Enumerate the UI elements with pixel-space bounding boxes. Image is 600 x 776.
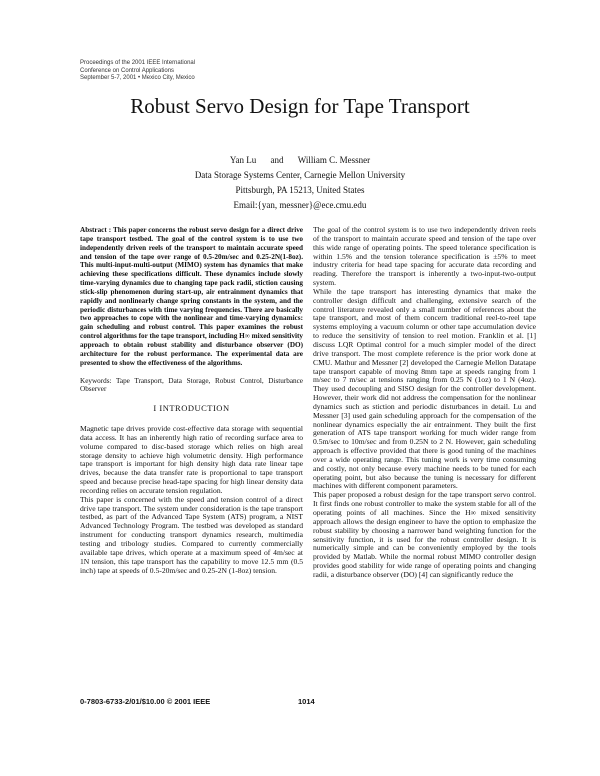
body-paragraph-3: This paper proposed a robust design for the tape transport servo control. It first finds one robust controller to make the system stable for all of the operating points of all machines. Since the H∞ mixed sensitivity approach allows the design engineer to have the option to emphasize the robust stability by choosing a narrower band weighting function for the sensitivity function, it is used for the robust controller design. It is numerically simple and can be conveniently employed by the tools provided by Matlab. While the normal robust MIMO controller design provides good stability for wide range of operating points and changing radii, a disturbance observer (DO) [4] can significantly reduce the bbox=[313, 490, 536, 579]
intro-paragraph-1: Magnetic tape drives provide cost-effective data storage with sequential data access. It has an inherently high ratio of recording surface area to volume compared to disc-based storage which relies on high areal storage density to achieve high volumetric density. High performance tape transport is important for high density high data rate linear tape drives, because the data transfer rate is proportional to tape transport speed and because precise head-tape spacing for high linear density data recording relies on accurate tension regulation. bbox=[80, 424, 303, 495]
paper-title: Robust Servo Design for Tape Transport bbox=[130, 94, 470, 118]
proceedings-line-2: Conference on Control Applications bbox=[80, 67, 175, 74]
affiliation-city: Pittsburgh, PA 15213, United States bbox=[235, 185, 365, 195]
proceedings-line-1: Proceedings of the 2001 IEEE International bbox=[80, 60, 196, 66]
abstract: Abstract : This paper concerns the robust servo design for a direct drive tape transport testbed. The goal of the control system is to use two independently driven reels of the transport to maintain accurate speed and tension of the tape over range of 0.5-20m/sec and 0.25-2N(1-8oz). This multi-input-multi-output (MIMO) system has dynamics that make achieving these specifications difficult. These dynamics include slowly time-varying dynamics due to changing tape pack radii, stiction causing stick-slip phenomenon during start-up, air entrainment dynamics that rapidly and nonlinearly change spring constants in the system, and the periodic disturbances with time varying frequencies. There are basically two approaches to cope with the nonlinear and time-varying dynamics: gain scheduling and robust control. This paper examines the robust control algorithms for the tape transport, including H∞ mixed sensitivity approach to obtain robust stability and disturbance observer (DO) architecture for the robust performance. The experimental data are presented to show the effectiveness of the algorithms. bbox=[80, 226, 303, 367]
body-paragraph-1: The goal of the control system is to use two independently driven reels of the transport to maintain accurate speed and tension of the tape over this wide range of operating points. The speed tolerance specification is within 1.5% and the tension tolerance specification is ±5% to meet industry criteria for head tape spacing for accurate data recording and reading. Therefore the transport is inherently a two-input-two-output system. bbox=[313, 225, 536, 288]
body-paragraph-2: While the tape transport has interesting dynamics that make the controller design difficult and challenging, extensive search of the control literature revealed only a small number of references about the tape transport, and most of them concern traditional reel-to-reel tape systems employing a vacuum column or other tape accumulation device to reduce the sensitivity of tension to reel motion. Franklin et al. [1] discuss LQR Optimal control for a much simpler model of the direct drive transport. The most complete reference is the prior work done at CMU. Mathur and Messner [2] developed the Carnegie Mellon Datatape tape transport capable of moving 8mm tape at speeds ranging from 1 m/sec to 7 m/sec at tensions ranging from 0.25 N (1oz) to 1 N (4oz). They used decoupling and SISO design for the controller development. However, their work did not address the compensation for the nonlinear dynamics such as stiction and periodic disturbances in detail. Lu and Messner [3] used gain scheduling approach for the compensation of the nonlinear dynamics especially the air entrainment. They built the first generation of ATS tape transport working for much wider range from 0.5m/sec to 10m/sec and from 0.25N to 2 N. However, gain scheduling approach is effective provided that there is good tuning of the machines over a wide operating range. This tuning work is very time consuming and costly, not only because every machine needs to be tuned for each operating point, but also because the tuning is necessary for different machines with different component parameters. bbox=[313, 286, 536, 491]
author-conjunction: and bbox=[270, 155, 284, 165]
keywords: Keywords: Tape Transport, Data Storage, Robust Control, Disturbance Observer bbox=[80, 376, 303, 394]
proceedings-line-3: September 5-7, 2001 • Mexico City, Mexico bbox=[80, 75, 195, 81]
author-2: William C. Messner bbox=[297, 155, 371, 165]
proceedings-header bbox=[80, 60, 230, 83]
footer-isbn: 0-7803-6733-2/01/$10.00 © 2001 IEEE bbox=[80, 697, 211, 706]
right-column bbox=[313, 226, 536, 580]
affiliation-center: Data Storage Systems Center, Carnegie Mellon University bbox=[194, 170, 406, 180]
page-number: 1014 bbox=[298, 697, 315, 706]
left-column bbox=[80, 226, 303, 575]
section-heading-introduction: I INTRODUCTION bbox=[153, 403, 230, 414]
author-1: Yan Lu bbox=[229, 155, 257, 165]
affiliation-email: Email:{yan, messner}@ece.cmu.edu bbox=[233, 200, 367, 210]
intro-paragraph-2: This paper is concerned with the speed and tension control of a direct drive tape transport. The system under consideration is the tape transport testbed, as part of the Advanced Tape System (ATS) program, a NIST Advanced Technology Program. The testbed was developed as standard instrument for conducting transport dynamics research, multimedia testing and tribology studies. Compared to currently commercially available tape drives, which operate at a maximum speed of 4m/sec at 1N tension, this tape transport has the capability to move 12.5 mm (0.5 inch) tape at speeds of 0.5-20m/sec and 0.25-2N (1-8oz) tension. bbox=[80, 494, 303, 575]
author-line bbox=[0, 155, 600, 165]
